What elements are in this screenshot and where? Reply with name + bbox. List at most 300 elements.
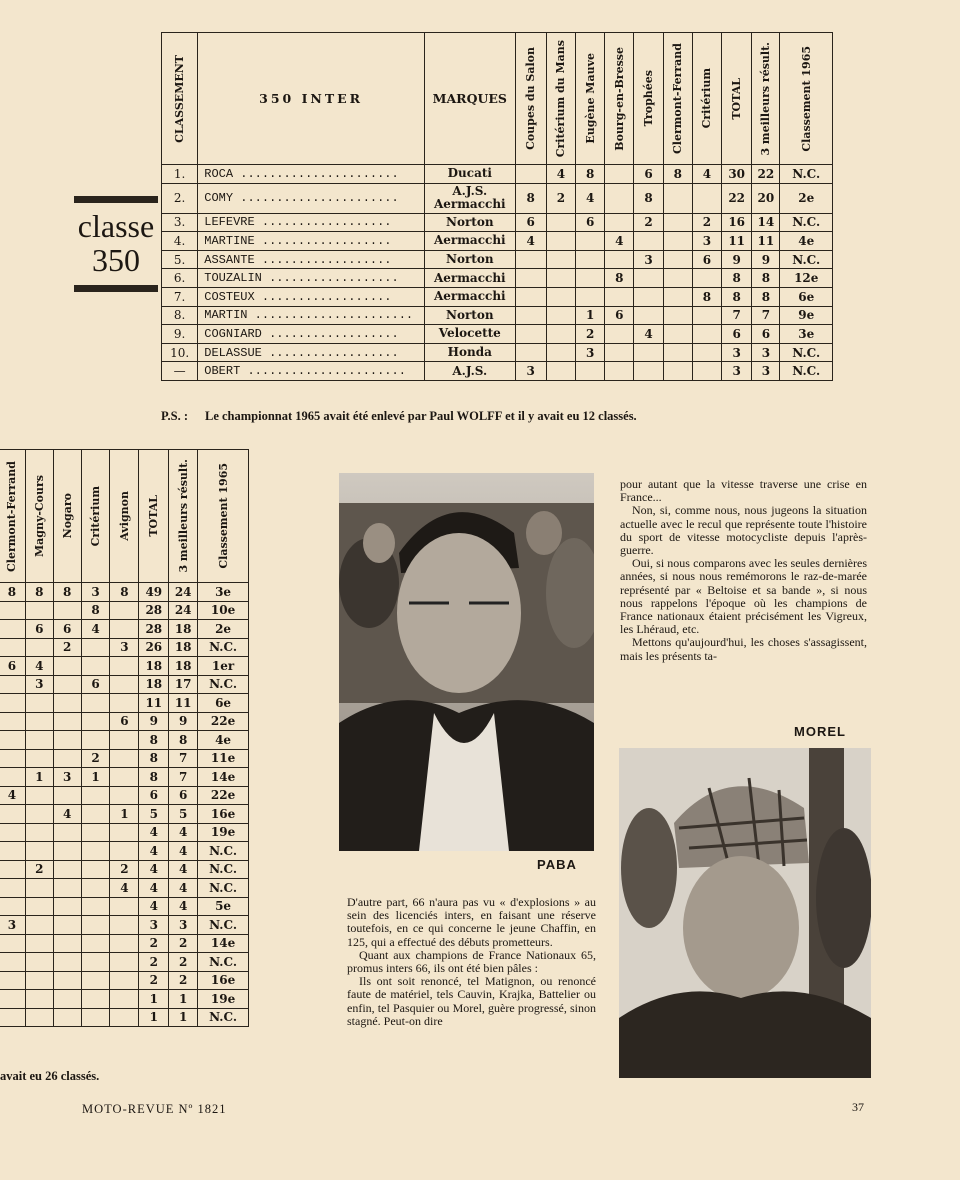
race-points-cell: 6 [605,306,634,325]
race-points-cell [663,343,692,362]
race-points-cell [53,749,81,768]
header-race-6 [663,33,692,165]
table-row [0,1008,249,1027]
race-points-cell: 2 [576,325,605,344]
table-row [0,583,249,602]
table-row [162,362,833,381]
race-points-cell: 4 [634,325,663,344]
race-points-cell: 8 [25,583,53,602]
race-points-cell [81,694,110,713]
race-points-cell [25,990,53,1009]
race-points-cell [25,1008,53,1027]
race-points-cell [0,879,25,898]
table-row [0,657,249,676]
rank-1965-cell: N.C. [198,953,249,972]
race-points-cell [663,362,692,381]
rank-cell: 2. [162,183,198,213]
rank-1965-cell: N.C. [198,675,249,694]
total-cell: 7 [722,306,752,325]
race-points-cell: 4 [25,657,53,676]
race-points-cell [110,657,139,676]
best3-cell: 8 [169,731,198,750]
race-points-cell [692,325,721,344]
rank-1965-cell: 19e [198,990,249,1009]
race-points-cell [0,768,25,787]
race-points-cell: 1 [110,805,139,824]
header-rank-1965 [780,33,833,165]
rank-1965-cell: N.C. [780,250,833,269]
table-row [0,823,249,842]
rank-1965-cell: N.C. [780,362,833,381]
brand-cell: Aermacchi [424,232,515,251]
total-cell: 4 [139,879,169,898]
race-points-cell [81,879,110,898]
rank-cell: 10. [162,343,198,362]
left-header-race-1-text: Clermont-Ferrand [5,460,19,572]
header-rank-1965-text: Classement 1965 [799,45,813,152]
best3-cell: 11 [752,232,780,251]
race-points-cell [25,934,53,953]
best3-cell: 8 [752,287,780,306]
article-paragraph: pour autant que la vitesse traverse une crise en France... [620,477,867,505]
race-points-cell [546,325,575,344]
race-points-cell [110,675,139,694]
morel-portrait-illustration [619,748,871,1078]
left-header-race-2-text: Magny-Cours [32,474,46,558]
race-points-cell: 6 [0,657,25,676]
total-cell: 8 [722,287,752,306]
race-points-cell [110,971,139,990]
best3-cell: 2 [169,953,198,972]
rank-1965-cell: 10e [198,601,249,620]
race-points-cell: 4 [515,232,546,251]
race-points-cell: 4 [0,786,25,805]
left-header-best3-text: 3 meilleurs résult. [176,459,190,573]
header-race-7 [692,33,721,165]
total-cell: 3 [722,343,752,362]
race-points-cell [0,953,25,972]
header-race-4 [605,33,634,165]
caption-morel: MOREL [794,724,846,739]
race-points-cell: 3 [53,768,81,787]
race-points-cell [81,657,110,676]
header-race-1 [515,33,546,165]
rider-name-cell: MARTINE .................. [198,232,425,251]
rider-name-cell: COSTEUX .................. [198,287,425,306]
race-points-cell [110,934,139,953]
rank-1965-cell: 3e [198,583,249,602]
race-points-cell: 4 [81,620,110,639]
race-points-cell [692,362,721,381]
header-best3 [752,33,780,165]
race-points-cell: 2 [25,860,53,879]
header-race-7-text: Critérium [700,68,714,129]
race-points-cell [110,768,139,787]
race-points-cell [663,306,692,325]
race-points-cell [53,934,81,953]
table-row [162,287,833,306]
best3-cell: 4 [169,897,198,916]
table-row [0,731,249,750]
race-points-cell [53,916,81,935]
best3-cell: 1 [169,1008,198,1027]
footer-page-number: 37 [852,1100,864,1114]
race-points-cell [25,953,53,972]
best3-cell: 24 [169,601,198,620]
ps-prefix: P.S. : [161,409,188,423]
race-points-cell [605,213,634,232]
race-points-cell [0,712,25,731]
race-points-cell: 1 [576,306,605,325]
race-points-cell: 6 [25,620,53,639]
rank-cell: 9. [162,325,198,344]
race-points-cell: 2 [53,638,81,657]
total-cell: 30 [722,165,752,184]
race-points-cell [0,842,25,861]
rank-1965-cell: 6e [198,694,249,713]
table-row [162,269,833,288]
table-row [0,990,249,1009]
table-row [0,675,249,694]
rider-name-cell: MARTIN ...................... [198,306,425,325]
table-row [0,805,249,824]
left-table-note: avait eu 26 classés. [0,1069,100,1083]
rank-1965-cell: 22e [198,712,249,731]
best3-cell: 7 [169,749,198,768]
rider-name-cell: ROCA ...................... [198,165,425,184]
left-header-race-3 [53,450,81,583]
race-points-cell [0,897,25,916]
best3-cell: 9 [752,250,780,269]
race-points-cell: 6 [81,675,110,694]
rider-name-cell: COGNIARD .................. [198,325,425,344]
race-points-cell [515,325,546,344]
race-points-cell [25,916,53,935]
race-points-cell [0,620,25,639]
race-points-cell: 2 [546,183,575,213]
best3-cell: 5 [169,805,198,824]
race-points-cell [53,786,81,805]
total-cell: 8 [139,749,169,768]
race-points-cell [692,269,721,288]
race-points-cell [110,953,139,972]
rider-name-cell: TOUZALIN .................. [198,269,425,288]
race-points-cell: 1 [25,768,53,787]
rank-1965-cell: N.C. [198,638,249,657]
race-points-cell: 2 [692,213,721,232]
race-points-cell [0,860,25,879]
total-cell: 26 [139,638,169,657]
race-points-cell: 4 [605,232,634,251]
race-points-cell: 8 [605,269,634,288]
best3-cell: 7 [169,768,198,787]
rank-1965-cell: 6e [780,287,833,306]
race-points-cell [53,971,81,990]
total-cell: 18 [139,657,169,676]
article-column-top [620,478,867,663]
rank-1965-cell: 16e [198,971,249,990]
race-points-cell [605,165,634,184]
race-points-cell [634,306,663,325]
table-row [0,712,249,731]
best3-cell: 8 [752,269,780,288]
rank-cell: — [162,362,198,381]
race-points-cell: 3 [0,916,25,935]
header-race-1-text: Coupes du Salon [524,47,538,150]
total-cell: 4 [139,823,169,842]
best3-cell: 24 [169,583,198,602]
rank-1965-cell: N.C. [198,916,249,935]
race-points-cell [53,694,81,713]
best3-cell: 2 [169,934,198,953]
rank-1965-cell: 9e [780,306,833,325]
race-points-cell [605,250,634,269]
race-points-cell: 8 [576,165,605,184]
race-points-cell [634,287,663,306]
race-points-cell: 8 [634,183,663,213]
race-points-cell [692,343,721,362]
race-points-cell: 3 [576,343,605,362]
total-cell: 11 [139,694,169,713]
brand-cell: Velocette [424,325,515,344]
race-points-cell: 8 [81,601,110,620]
race-points-cell [515,250,546,269]
class-label-bottom-bar [74,285,158,292]
race-points-cell [663,250,692,269]
total-cell: 2 [139,953,169,972]
left-header-rank-1965 [198,450,249,583]
brand-cell: Aermacchi [424,287,515,306]
race-points-cell [576,269,605,288]
total-cell: 18 [139,675,169,694]
race-points-cell [515,343,546,362]
brand-cell: Norton [424,306,515,325]
table-row [0,786,249,805]
best3-cell: 22 [752,165,780,184]
race-points-cell [0,805,25,824]
race-points-cell [53,601,81,620]
race-points-cell: 8 [692,287,721,306]
class-label-word: classe [77,208,155,244]
total-cell: 2 [139,934,169,953]
best3-cell: 14 [752,213,780,232]
race-points-cell [25,842,53,861]
race-points-cell: 6 [53,620,81,639]
header-race-4-text: Bourg-en-Bresse [612,46,626,151]
rank-1965-cell: N.C. [780,213,833,232]
race-points-cell [515,269,546,288]
photo-morel [619,748,871,1078]
header-race-5 [634,33,663,165]
race-points-cell [110,731,139,750]
race-points-cell [663,232,692,251]
table-row [162,165,833,184]
rank-1965-cell: 14e [198,768,249,787]
race-points-cell [546,250,575,269]
rank-1965-cell: N.C. [198,879,249,898]
rank-1965-cell: 5e [198,897,249,916]
race-points-cell [81,712,110,731]
race-points-cell [692,183,721,213]
left-header-best3 [169,450,198,583]
race-points-cell: 2 [634,213,663,232]
table-row [162,325,833,344]
rank-1965-cell: 11e [198,749,249,768]
race-points-cell [0,694,25,713]
rider-name-cell: DELASSUE .................. [198,343,425,362]
header-marques: MARQUES [424,33,515,165]
total-cell: 3 [139,916,169,935]
header-category: 350 INTER [198,33,425,165]
table-row [0,601,249,620]
race-points-cell [53,879,81,898]
race-points-cell [25,749,53,768]
left-header-race-2 [25,450,53,583]
race-points-cell [110,990,139,1009]
race-points-cell: 6 [515,213,546,232]
rank-cell: 3. [162,213,198,232]
race-points-cell [25,731,53,750]
race-points-cell [53,675,81,694]
table-row [0,860,249,879]
total-cell: 16 [722,213,752,232]
rider-name-cell: ASSANTE .................. [198,250,425,269]
race-points-cell [25,805,53,824]
rank-cell: 5. [162,250,198,269]
rank-1965-cell: 4e [780,232,833,251]
race-points-cell [81,860,110,879]
table-row [0,953,249,972]
class-label-top-bar [74,196,158,203]
race-points-cell: 4 [692,165,721,184]
rank-1965-cell: 3e [780,325,833,344]
best3-cell: 3 [752,343,780,362]
article-paragraph: Quant aux champions de France Nationaux 65, promus inters 66, ils ont été bien pâles : [347,947,596,976]
total-cell: 8 [139,731,169,750]
race-points-cell [576,250,605,269]
race-points-cell [515,306,546,325]
race-points-cell [81,953,110,972]
best3-cell: 18 [169,657,198,676]
race-points-cell: 3 [692,232,721,251]
race-points-cell [0,731,25,750]
race-points-cell [81,1008,110,1027]
race-points-cell [634,232,663,251]
best3-cell: 4 [169,842,198,861]
race-points-cell [546,362,575,381]
ps-text: Le championnat 1965 avait été enlevé par Paul WOLFF et il y avait eu 12 classés. [205,409,637,423]
best3-cell: 20 [752,183,780,213]
race-points-cell: 4 [546,165,575,184]
total-cell: 4 [139,897,169,916]
brand-cell: Norton [424,250,515,269]
total-cell: 1 [139,990,169,1009]
article-column-bottom [347,896,596,1028]
race-points-cell [25,897,53,916]
race-points-cell: 8 [663,165,692,184]
best3-cell: 2 [169,971,198,990]
race-points-cell [605,325,634,344]
race-points-cell [634,343,663,362]
race-points-cell [53,990,81,1009]
header-classement: CLASSEMENT [162,33,198,165]
brand-cell: Ducati [424,165,515,184]
rank-cell: 8. [162,306,198,325]
race-points-cell [0,934,25,953]
total-cell: 28 [139,620,169,639]
race-points-cell [53,860,81,879]
race-points-cell: 2 [110,860,139,879]
race-points-cell [25,786,53,805]
table-row [162,183,833,213]
rank-1965-cell: 12e [780,269,833,288]
race-points-cell: 3 [110,638,139,657]
race-points-cell [663,213,692,232]
race-points-cell [576,232,605,251]
rank-1965-cell: N.C. [780,343,833,362]
race-points-cell [663,287,692,306]
race-points-cell [663,269,692,288]
table-row [162,306,833,325]
best3-cell: 4 [169,823,198,842]
classe-350-standings-table [161,32,833,381]
article-paragraph: Ils ont soit renoncé, tel Matignon, ou renoncé faute de matériel, tels Cauvin, Krajka, Battelier ou enfin, tel Pasquier ou Morel, guère progressé, sinon stagné. Peut-on dire [347,974,596,1028]
table-row [0,768,249,787]
race-points-cell [81,971,110,990]
footer-magazine: MOTO-REVUE Nº 1821 [82,1102,227,1116]
race-points-cell [81,638,110,657]
left-header-race-5-text: Avignon [117,491,131,541]
race-points-cell [110,1008,139,1027]
left-header-rank-1965-text: Classement 1965 [216,463,230,569]
race-points-cell: 6 [576,213,605,232]
race-points-cell: 1 [81,768,110,787]
table-row [0,638,249,657]
race-points-cell [576,287,605,306]
rank-1965-cell: 16e [198,805,249,824]
best3-cell: 6 [169,786,198,805]
race-points-cell [605,343,634,362]
total-cell: 6 [139,786,169,805]
race-points-cell [0,749,25,768]
race-points-cell [0,638,25,657]
race-points-cell [110,601,139,620]
race-points-cell [0,971,25,990]
race-points-cell: 6 [692,250,721,269]
race-points-cell [25,971,53,990]
table-row [162,213,833,232]
best3-cell: 18 [169,638,198,657]
race-points-cell [53,1008,81,1027]
race-points-cell [546,287,575,306]
race-points-cell [110,842,139,861]
best3-cell: 1 [169,990,198,1009]
race-points-cell [634,269,663,288]
rank-1965-cell: 2e [198,620,249,639]
rank-1965-cell: N.C. [780,165,833,184]
table-row [0,879,249,898]
race-points-cell [81,990,110,1009]
race-points-cell [546,343,575,362]
best3-cell: 3 [169,916,198,935]
table-row [162,232,833,251]
article-paragraph: Mettons qu'aujourd'hui, les choses s'assagissent, mais les présents ta- [620,635,867,663]
race-points-cell: 2 [81,749,110,768]
race-points-cell [605,287,634,306]
total-cell: 5 [139,805,169,824]
table-row [162,343,833,362]
race-points-cell: 6 [110,712,139,731]
